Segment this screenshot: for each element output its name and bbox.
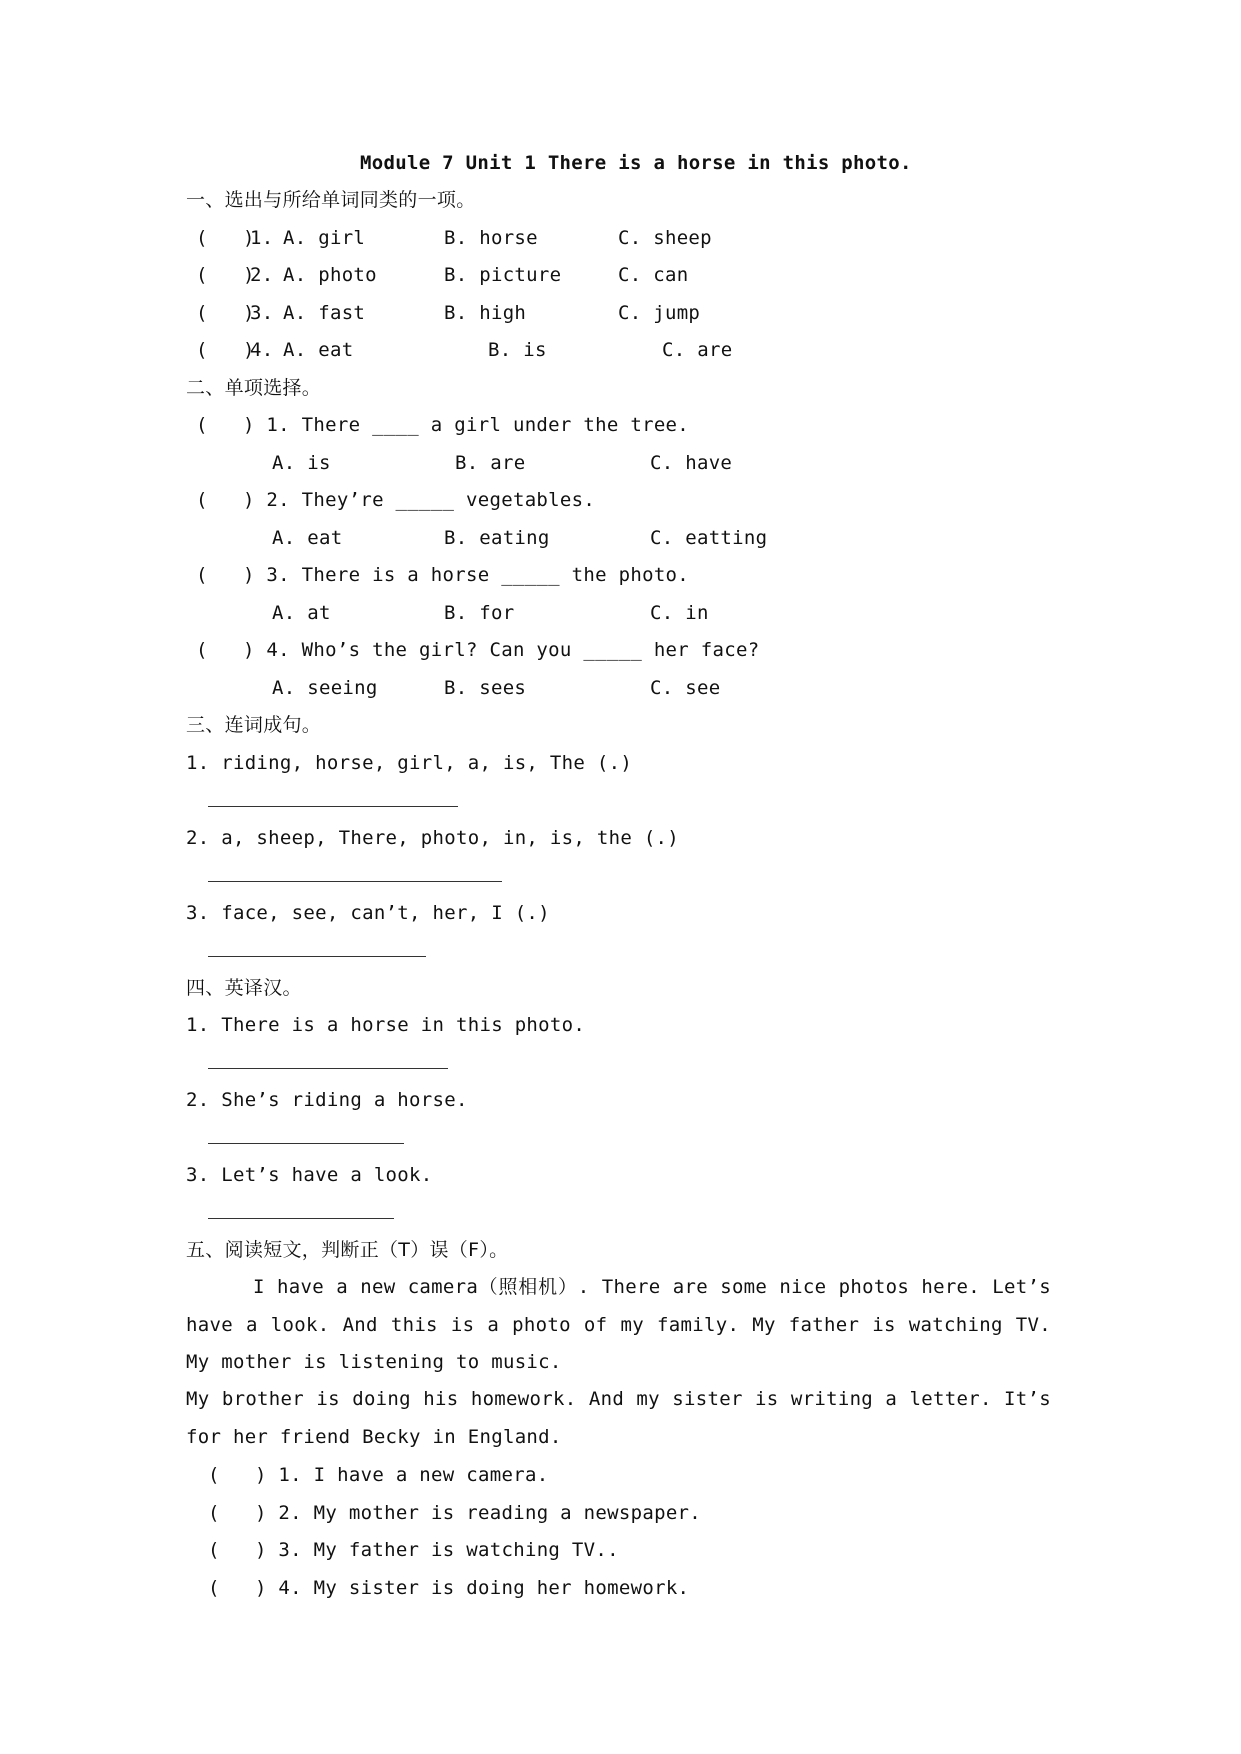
answer-blank: ( ) — [196, 264, 255, 286]
answer-line — [208, 806, 458, 807]
option-a: A. at — [272, 602, 331, 624]
translation-item: 3. Let’s have a look. — [186, 1164, 433, 1186]
option-b: B. sees — [444, 677, 527, 699]
section-4-heading: 四、英译汉。 — [186, 977, 302, 999]
option-a: A. eat — [283, 339, 354, 361]
option-a: A. photo — [283, 264, 377, 286]
answer-blank: ( ) — [196, 339, 255, 361]
option-b: B. eating — [444, 527, 550, 549]
word-order-item: 1. riding, horse, girl, a, is, The (.) — [186, 752, 633, 774]
true-false-item: ( ) 1. I have a new camera. — [208, 1464, 549, 1486]
word-order-item: 3. face, see, can’t, her, I (.) — [186, 902, 550, 924]
option-c: C. have — [650, 452, 733, 474]
question-number: 1. — [250, 227, 274, 249]
option-c: C. are — [662, 339, 733, 361]
question-number: 2. — [250, 264, 274, 286]
answer-line — [208, 1143, 404, 1144]
option-c: C. in — [650, 602, 709, 624]
section-5-heading: 五、阅读短文，判断正（T）误（F）。 — [186, 1239, 509, 1261]
question-number: 3. — [250, 302, 274, 324]
option-a: A. seeing — [272, 677, 378, 699]
reading-passage-continued: My brother is doing his homework. And my sister is writing a letter. It’s for her friend Becky in England. — [186, 1388, 1051, 1448]
option-b: B. picture — [444, 264, 562, 286]
option-b: B. are — [455, 452, 526, 474]
true-false-item: ( ) 4. My sister is doing her homework. — [208, 1577, 690, 1599]
section-2-heading: 二、单项选择。 — [186, 377, 322, 399]
translation-item: 1. There is a horse in this photo. — [186, 1014, 586, 1036]
answer-line — [208, 1068, 448, 1069]
translation-item: 2. She’s riding a horse. — [186, 1089, 468, 1111]
option-a: A. is — [272, 452, 331, 474]
question-text: ( ) 1. There ____ a girl under the tree. — [196, 414, 690, 436]
option-c: C. eatting — [650, 527, 768, 549]
option-a: A. girl — [283, 227, 366, 249]
page-title: Module 7 Unit 1 There is a horse in this photo. — [360, 152, 912, 174]
option-b: B. horse — [444, 227, 538, 249]
option-c: C. sheep — [618, 227, 712, 249]
reading-passage: I have a new camera（照相机）. There are some nice photos here. Let’s have a look. And this is a photo of my family. My father is watching TV. My mother is listening to music. — [186, 1276, 1051, 1373]
option-a: A. fast — [283, 302, 366, 324]
answer-line — [208, 1218, 394, 1219]
option-c: C. jump — [618, 302, 701, 324]
answer-blank: ( ) — [196, 227, 255, 249]
true-false-item: ( ) 3. My father is watching TV.. — [208, 1539, 619, 1561]
answer-line — [208, 956, 426, 957]
option-c: C. see — [650, 677, 721, 699]
option-c: C. can — [618, 264, 689, 286]
option-b: B. is — [488, 339, 547, 361]
word-order-item: 2. a, sheep, There, photo, in, is, the (.) — [186, 827, 680, 849]
option-b: B. high — [444, 302, 527, 324]
question-text: ( ) 2. They’re _____ vegetables. — [196, 489, 596, 511]
answer-line — [208, 881, 502, 882]
true-false-item: ( ) 2. My mother is reading a newspaper. — [208, 1502, 702, 1524]
section-3-heading: 三、连词成句。 — [186, 714, 322, 736]
option-b: B. for — [444, 602, 515, 624]
section-1-heading: 一、选出与所给单词同类的一项。 — [186, 189, 476, 211]
question-text: ( ) 3. There is a horse _____ the photo. — [196, 564, 690, 586]
question-text: ( ) 4. Who’s the girl? Can you _____ her face? — [196, 639, 760, 661]
question-number: 4. — [250, 339, 274, 361]
option-a: A. eat — [272, 527, 343, 549]
answer-blank: ( ) — [196, 302, 255, 324]
